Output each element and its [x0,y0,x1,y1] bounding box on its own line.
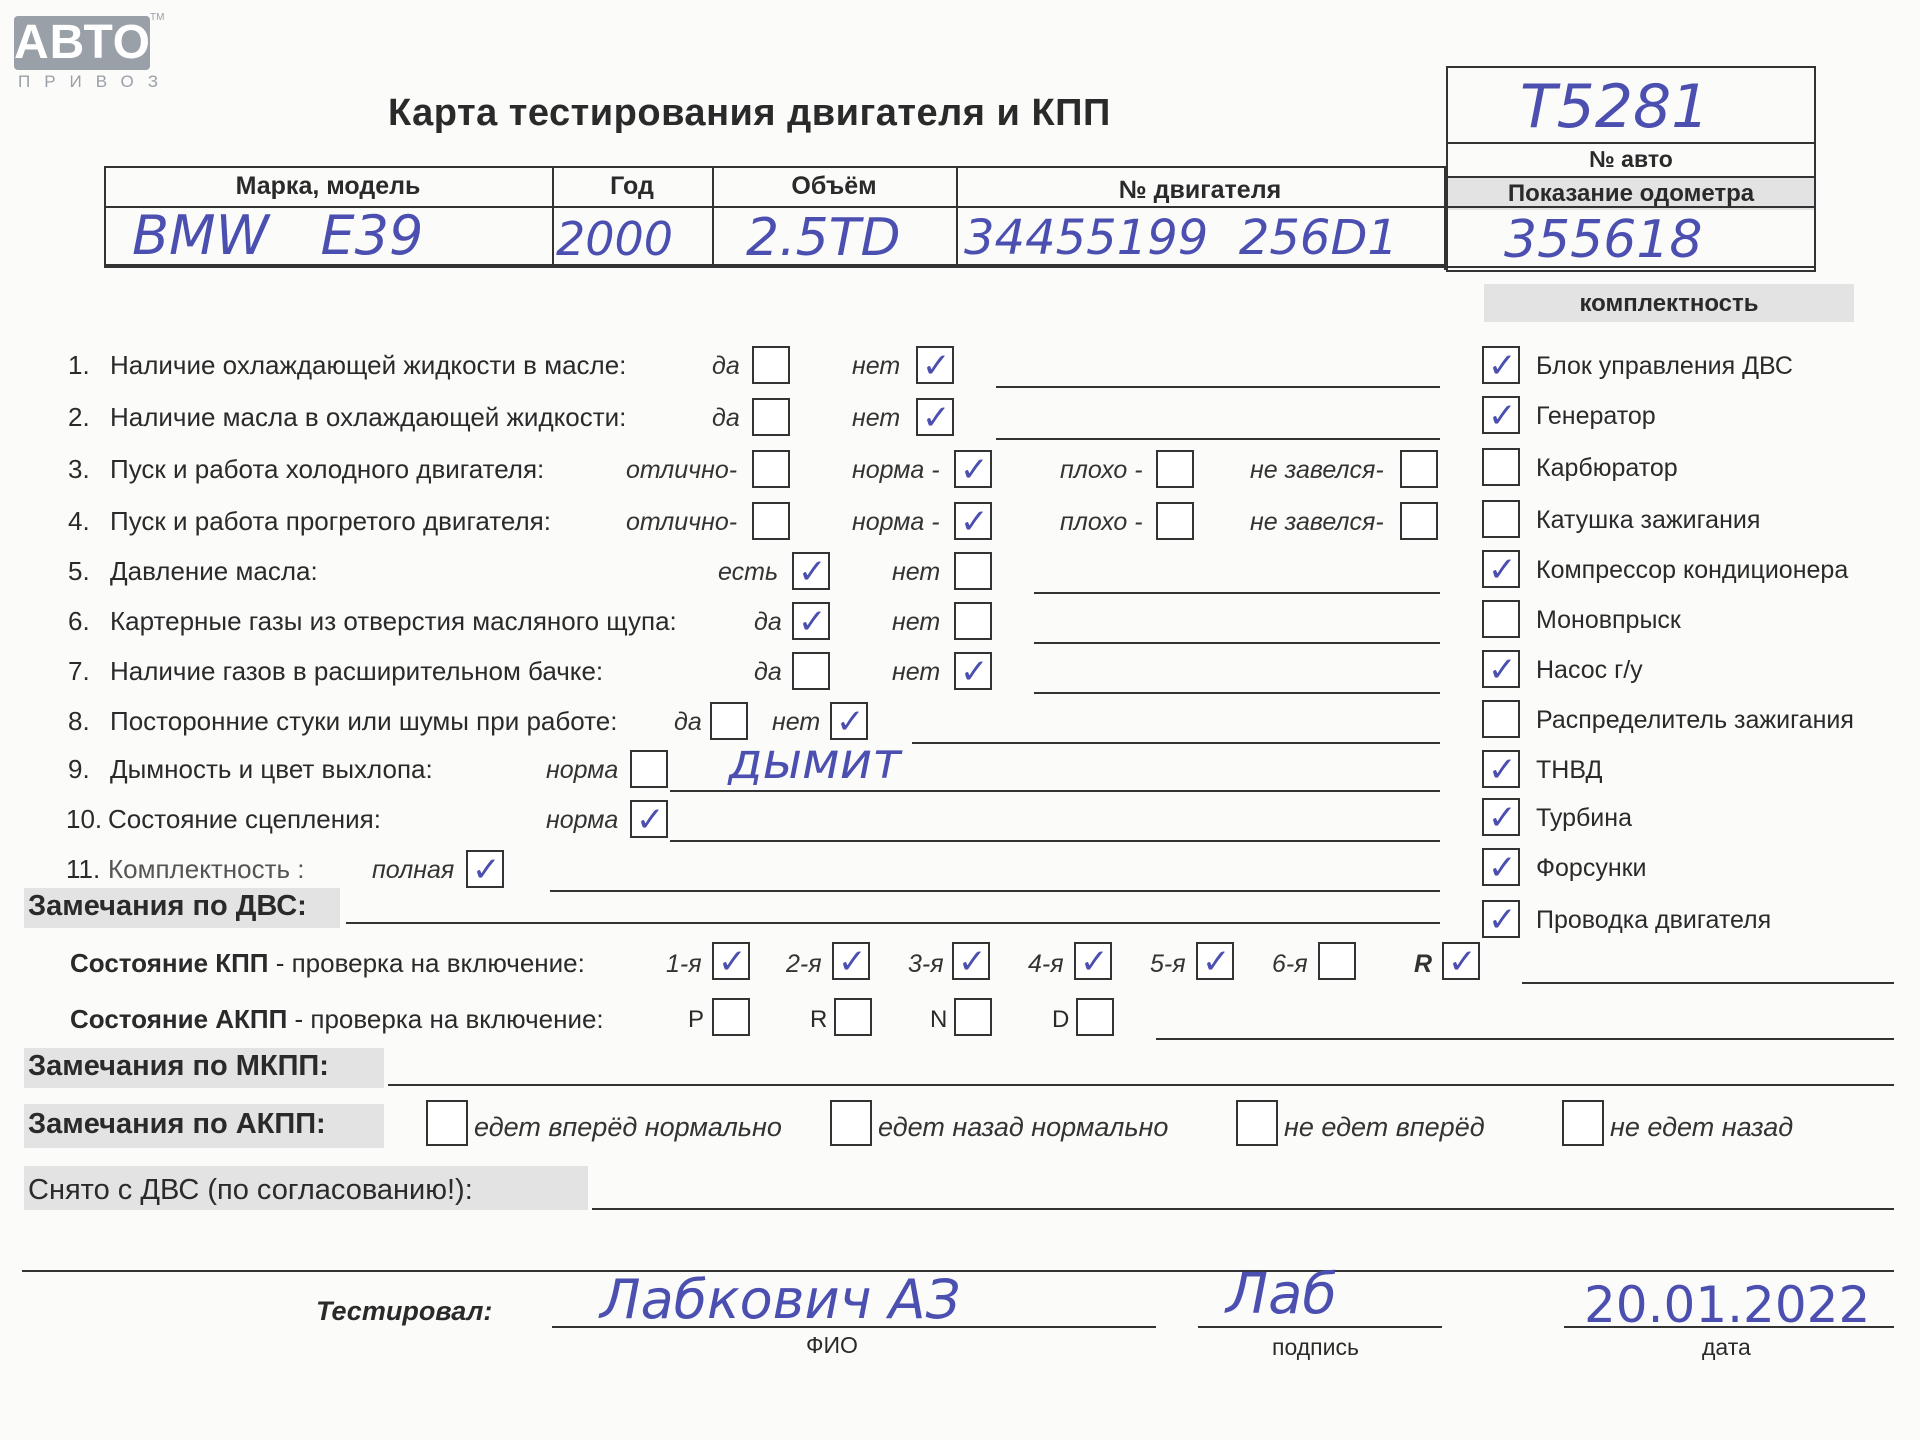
checklist-number: 5. [68,556,90,586]
checklist-number: 11. [66,854,101,884]
checklist-option-checkbox[interactable] [630,750,668,788]
completeness-checkbox[interactable] [1482,750,1520,788]
remarks-mkpp-line[interactable] [388,1084,1894,1086]
completeness-item-label: Компрессор кондиционера [1536,556,1849,584]
kpp-label-rest: - проверка на включение: [268,948,585,978]
checklist-option-checkbox[interactable] [630,800,668,838]
checklist-option-label: есть [718,558,779,586]
page-title: Карта тестирования двигателя и КПП [388,92,1111,134]
checklist-option-label: нет [852,404,901,432]
completeness-checkbox[interactable] [1482,900,1520,938]
remarks-mkpp-label: Замечания по МКПП: [28,1050,329,1082]
checkmark-icon: ✓ [960,502,989,542]
logo [14,16,172,92]
divider [1444,166,1446,270]
checkmark-icon: ✓ [1202,942,1231,982]
akpp-remark-label: едет вперёд нормально [474,1112,782,1142]
checklist-question: Наличие масла в охлаждающей жидкости: [110,402,627,432]
completeness-checkbox[interactable] [1482,550,1520,588]
kpp-gear-checkbox[interactable] [712,942,750,980]
checklist-option-checkbox[interactable] [1156,502,1194,540]
checklist-comment-line[interactable] [996,438,1440,440]
checklist-question: Пуск и работа холодного двигателя: [110,454,545,484]
divider [1446,142,1816,144]
akpp-remark-label: едет назад нормально [878,1112,1169,1142]
checklist-number: 6. [68,606,90,636]
removed-line[interactable] [592,1208,1894,1210]
odometer-value: 355618 [1504,210,1703,270]
checklist-number: 7. [68,656,90,686]
car-number-label: № авто [1589,146,1673,172]
completeness-checkbox[interactable] [1482,500,1520,538]
akpp-remark-checkbox[interactable] [426,1100,468,1146]
checklist-question: Состояние сцепления: [108,804,381,834]
completeness-item-label: Турбина [1536,804,1632,832]
checklist-option-checkbox[interactable] [792,602,830,640]
kpp-gear-label: 1-я [666,950,702,978]
checkmark-icon: ✓ [718,942,747,982]
checklist-comment-line[interactable] [1034,592,1440,594]
checklist-note: дымит [728,732,902,790]
checklist-option-label: норма - [852,456,940,484]
completeness-checkbox[interactable] [1482,700,1520,738]
fio-label: ФИО [806,1332,858,1358]
checklist-option-label: нет [852,352,901,380]
checklist-question: Комплектность : [108,854,305,884]
completeness-item-label: Генератор [1536,402,1656,430]
year-label: Год [610,172,654,200]
odometer-label: Показание одометра [1507,180,1755,207]
checklist-question: Давление масла: [110,556,318,586]
checklist-option-checkbox[interactable] [1156,450,1194,488]
checklist-question: Пуск и работа прогретого двигателя: [110,506,551,536]
kpp-gear-label: 4-я [1028,950,1064,978]
checklist-number: 9. [68,754,90,784]
akpp-remark-checkbox[interactable] [1236,1100,1278,1146]
checkmark-icon: ✓ [960,450,989,490]
checklist-comment-line[interactable] [996,386,1440,388]
akpp-mode-checkbox[interactable] [1076,998,1114,1036]
akpp-remark-label: не едет вперёд [1284,1112,1485,1142]
akpp-mode-label: D [1052,1006,1070,1033]
checklist-option-label: да [712,404,740,432]
checkmark-icon: ✓ [1080,942,1109,982]
checkmark-icon: ✓ [958,942,987,982]
checklist-number: 1. [68,350,90,380]
checklist-question: Дымность и цвет выхлопа: [110,754,433,784]
kpp-label [70,948,585,979]
checklist-question: Посторонние стуки или шумы при работе: [110,706,618,736]
kpp-gear-label: 6-я [1272,950,1308,978]
checkmark-icon: ✓ [922,346,951,386]
checklist-comment-line[interactable] [670,790,1440,792]
checklist-option-checkbox[interactable] [954,450,992,488]
checklist-option-checkbox[interactable] [916,398,954,436]
checklist-option-label: нет [892,608,941,636]
kpp-gear-checkbox[interactable] [1074,942,1112,980]
engine-number-value: 34455199 256D1 [964,210,1398,266]
kpp-gear-checkbox[interactable] [1318,942,1356,980]
checkmark-icon: ✓ [1488,550,1517,590]
completeness-item-label: Карбюратор [1536,454,1678,482]
checklist-option-label: отлично- [626,456,738,484]
akpp-mode-checkbox[interactable] [712,998,750,1036]
completeness-item-label: Распределитель зажигания [1536,706,1854,734]
remarks-dvs-line[interactable] [346,922,1440,924]
checkmark-icon: ✓ [1488,798,1517,838]
checklist-number: 8. [68,706,90,736]
fio-value: Лабкович АЗ [600,1268,961,1331]
checklist-option-checkbox[interactable] [792,652,830,690]
checkmark-icon: ✓ [636,800,665,840]
completeness-item-label: Блок управления ДВС [1536,352,1793,380]
checklist-question: Картерные газы из отверстия масляного щупа: [110,606,677,636]
checklist-option-checkbox[interactable] [792,552,830,590]
akpp-remarks-line[interactable] [1156,1038,1894,1040]
kpp-gear-label: 5-я [1150,950,1186,978]
completeness-item-label: Форсунки [1536,854,1647,882]
checklist-option-checkbox[interactable] [916,346,954,384]
checkmark-icon: ✓ [1488,900,1517,940]
checklist-option-checkbox[interactable] [752,398,790,436]
kpp-gear-label: R [1414,950,1433,978]
checklist-option-checkbox[interactable] [752,346,790,384]
checkmark-icon: ✓ [1488,848,1517,888]
volume-value: 2.5TD [746,208,901,268]
checkmark-icon: ✓ [838,942,867,982]
checkmark-icon: ✓ [1448,942,1477,982]
kpp-gear-checkbox[interactable] [1196,942,1234,980]
akpp-label [70,1004,604,1035]
year-value: 2000 [556,212,674,266]
tested-by-label: Тестировал: [316,1296,493,1326]
akpp-mode-label: P [688,1006,705,1033]
checkmark-icon: ✓ [1488,650,1517,690]
completeness-item-label: Проводка двигателя [1536,906,1772,934]
completeness-item-label: Катушка зажигания [1536,506,1761,534]
checkmark-icon: ✓ [960,652,989,692]
checklist-option-checkbox[interactable] [752,502,790,540]
checklist-comment-line[interactable] [1034,642,1440,644]
completeness-checkbox[interactable] [1482,848,1520,886]
checklist-number: 10. [66,804,103,834]
checklist-option-label: норма - [852,508,940,536]
checklist-question: Наличие газов в расширительном бачке: [110,656,604,686]
kpp-remarks-line[interactable] [1522,982,1894,984]
checklist-option-checkbox[interactable] [954,602,992,640]
make-label: Марка, модель [235,172,421,200]
date-label: дата [1702,1334,1751,1360]
kpp-gear-checkbox[interactable] [1442,942,1480,980]
completeness-checkbox[interactable] [1482,396,1520,434]
checklist-comment-line[interactable] [670,840,1440,842]
checkmark-icon: ✓ [1488,750,1517,790]
signature-label: подпись [1272,1334,1359,1360]
logo-subtitle: ПРИВОЗ [18,72,173,91]
checklist-option-label: нет [772,708,821,736]
signature-value: Лаб [1226,1262,1337,1327]
checklist-option-label: да [712,352,740,380]
akpp-label-bold: Состояние АКПП [70,1004,288,1034]
checkmark-icon: ✓ [1488,346,1517,386]
completeness-item-label: Моновпрыск [1536,606,1681,634]
checklist-number: 2. [68,402,90,432]
checklist-option-label: не завелся- [1250,508,1384,536]
checklist-comment-line[interactable] [1034,692,1440,694]
akpp-remark-checkbox[interactable] [830,1100,872,1146]
checklist-option-checkbox[interactable] [1400,450,1438,488]
checklist-number: 4. [68,506,90,536]
kpp-gear-label: 3-я [908,950,944,978]
checkmark-icon: ✓ [798,552,827,592]
car-number-value: T5281 [1520,72,1710,142]
remarks-dvs-label: Замечания по ДВС: [28,890,307,922]
completeness-checkbox[interactable] [1482,650,1520,688]
checklist-comment-line[interactable] [912,742,1440,744]
checklist-option-label: нет [892,558,941,586]
checklist-option-label: нет [892,658,941,686]
completeness-checkbox[interactable] [1482,448,1520,486]
divider [1446,176,1816,178]
checklist-option-label: не завелся- [1250,456,1384,484]
date-value: 20.01.2022 [1584,1276,1871,1334]
checklist-option-label: плохо - [1060,456,1143,484]
akpp-remark-label: не едет назад [1610,1112,1794,1142]
completeness-checkbox[interactable] [1482,600,1520,638]
checklist-option-label: отлично- [626,508,738,536]
akpp-remark-checkbox[interactable] [1562,1100,1604,1146]
checklist-option-label: полная [372,856,455,884]
completeness-header: комплектность [1579,290,1759,317]
engine-number-label: № двигателя [1118,176,1282,204]
checklist-comment-line[interactable] [550,890,1440,892]
kpp-label-bold: Состояние КПП [70,948,269,978]
checklist-option-checkbox[interactable] [954,502,992,540]
checklist-option-label: да [754,608,782,636]
checklist-option-checkbox[interactable] [752,450,790,488]
completeness-checkbox[interactable] [1482,798,1520,836]
checklist-number: 3. [68,454,90,484]
completeness-checkbox[interactable] [1482,346,1520,384]
kpp-gear-checkbox[interactable] [832,942,870,980]
checklist-option-checkbox[interactable] [954,552,992,590]
kpp-gear-label: 2-я [786,950,822,978]
logo-trademark: TM [150,12,165,23]
akpp-mode-checkbox[interactable] [954,998,992,1036]
volume-label: Объём [791,172,877,200]
logo-text: АВТО [14,16,151,69]
kpp-gear-checkbox[interactable] [952,942,990,980]
completeness-item-label: Насос г/у [1536,656,1643,684]
akpp-mode-label: N [930,1006,948,1033]
remarks-akpp-label: Замечания по АКПП: [28,1108,326,1140]
checklist-option-label: плохо - [1060,508,1143,536]
checklist-option-checkbox[interactable] [1400,502,1438,540]
checklist-option-checkbox[interactable] [954,652,992,690]
checkmark-icon: ✓ [1488,396,1517,436]
akpp-label-rest: - проверка на включение: [287,1004,604,1034]
checklist-option-checkbox[interactable] [466,850,504,888]
removed-label: Снято с ДВС (по согласованию!): [28,1174,473,1206]
akpp-mode-checkbox[interactable] [834,998,872,1036]
checklist-option-label: норма [546,756,619,784]
checkmark-icon: ✓ [922,398,951,438]
checklist-question: Наличие охлаждающей жидкости в масле: [110,350,627,380]
checkmark-icon: ✓ [472,850,501,890]
make-value: BMW E39 [132,204,424,267]
checkmark-icon: ✓ [798,602,827,642]
checkmark-icon: ✓ [836,702,865,742]
checklist-option-label: да [674,708,702,736]
checklist-option-label: да [754,658,782,686]
checklist-option-label: норма [546,806,619,834]
completeness-item-label: ТНВД [1536,756,1603,784]
akpp-mode-label: R [810,1006,828,1033]
